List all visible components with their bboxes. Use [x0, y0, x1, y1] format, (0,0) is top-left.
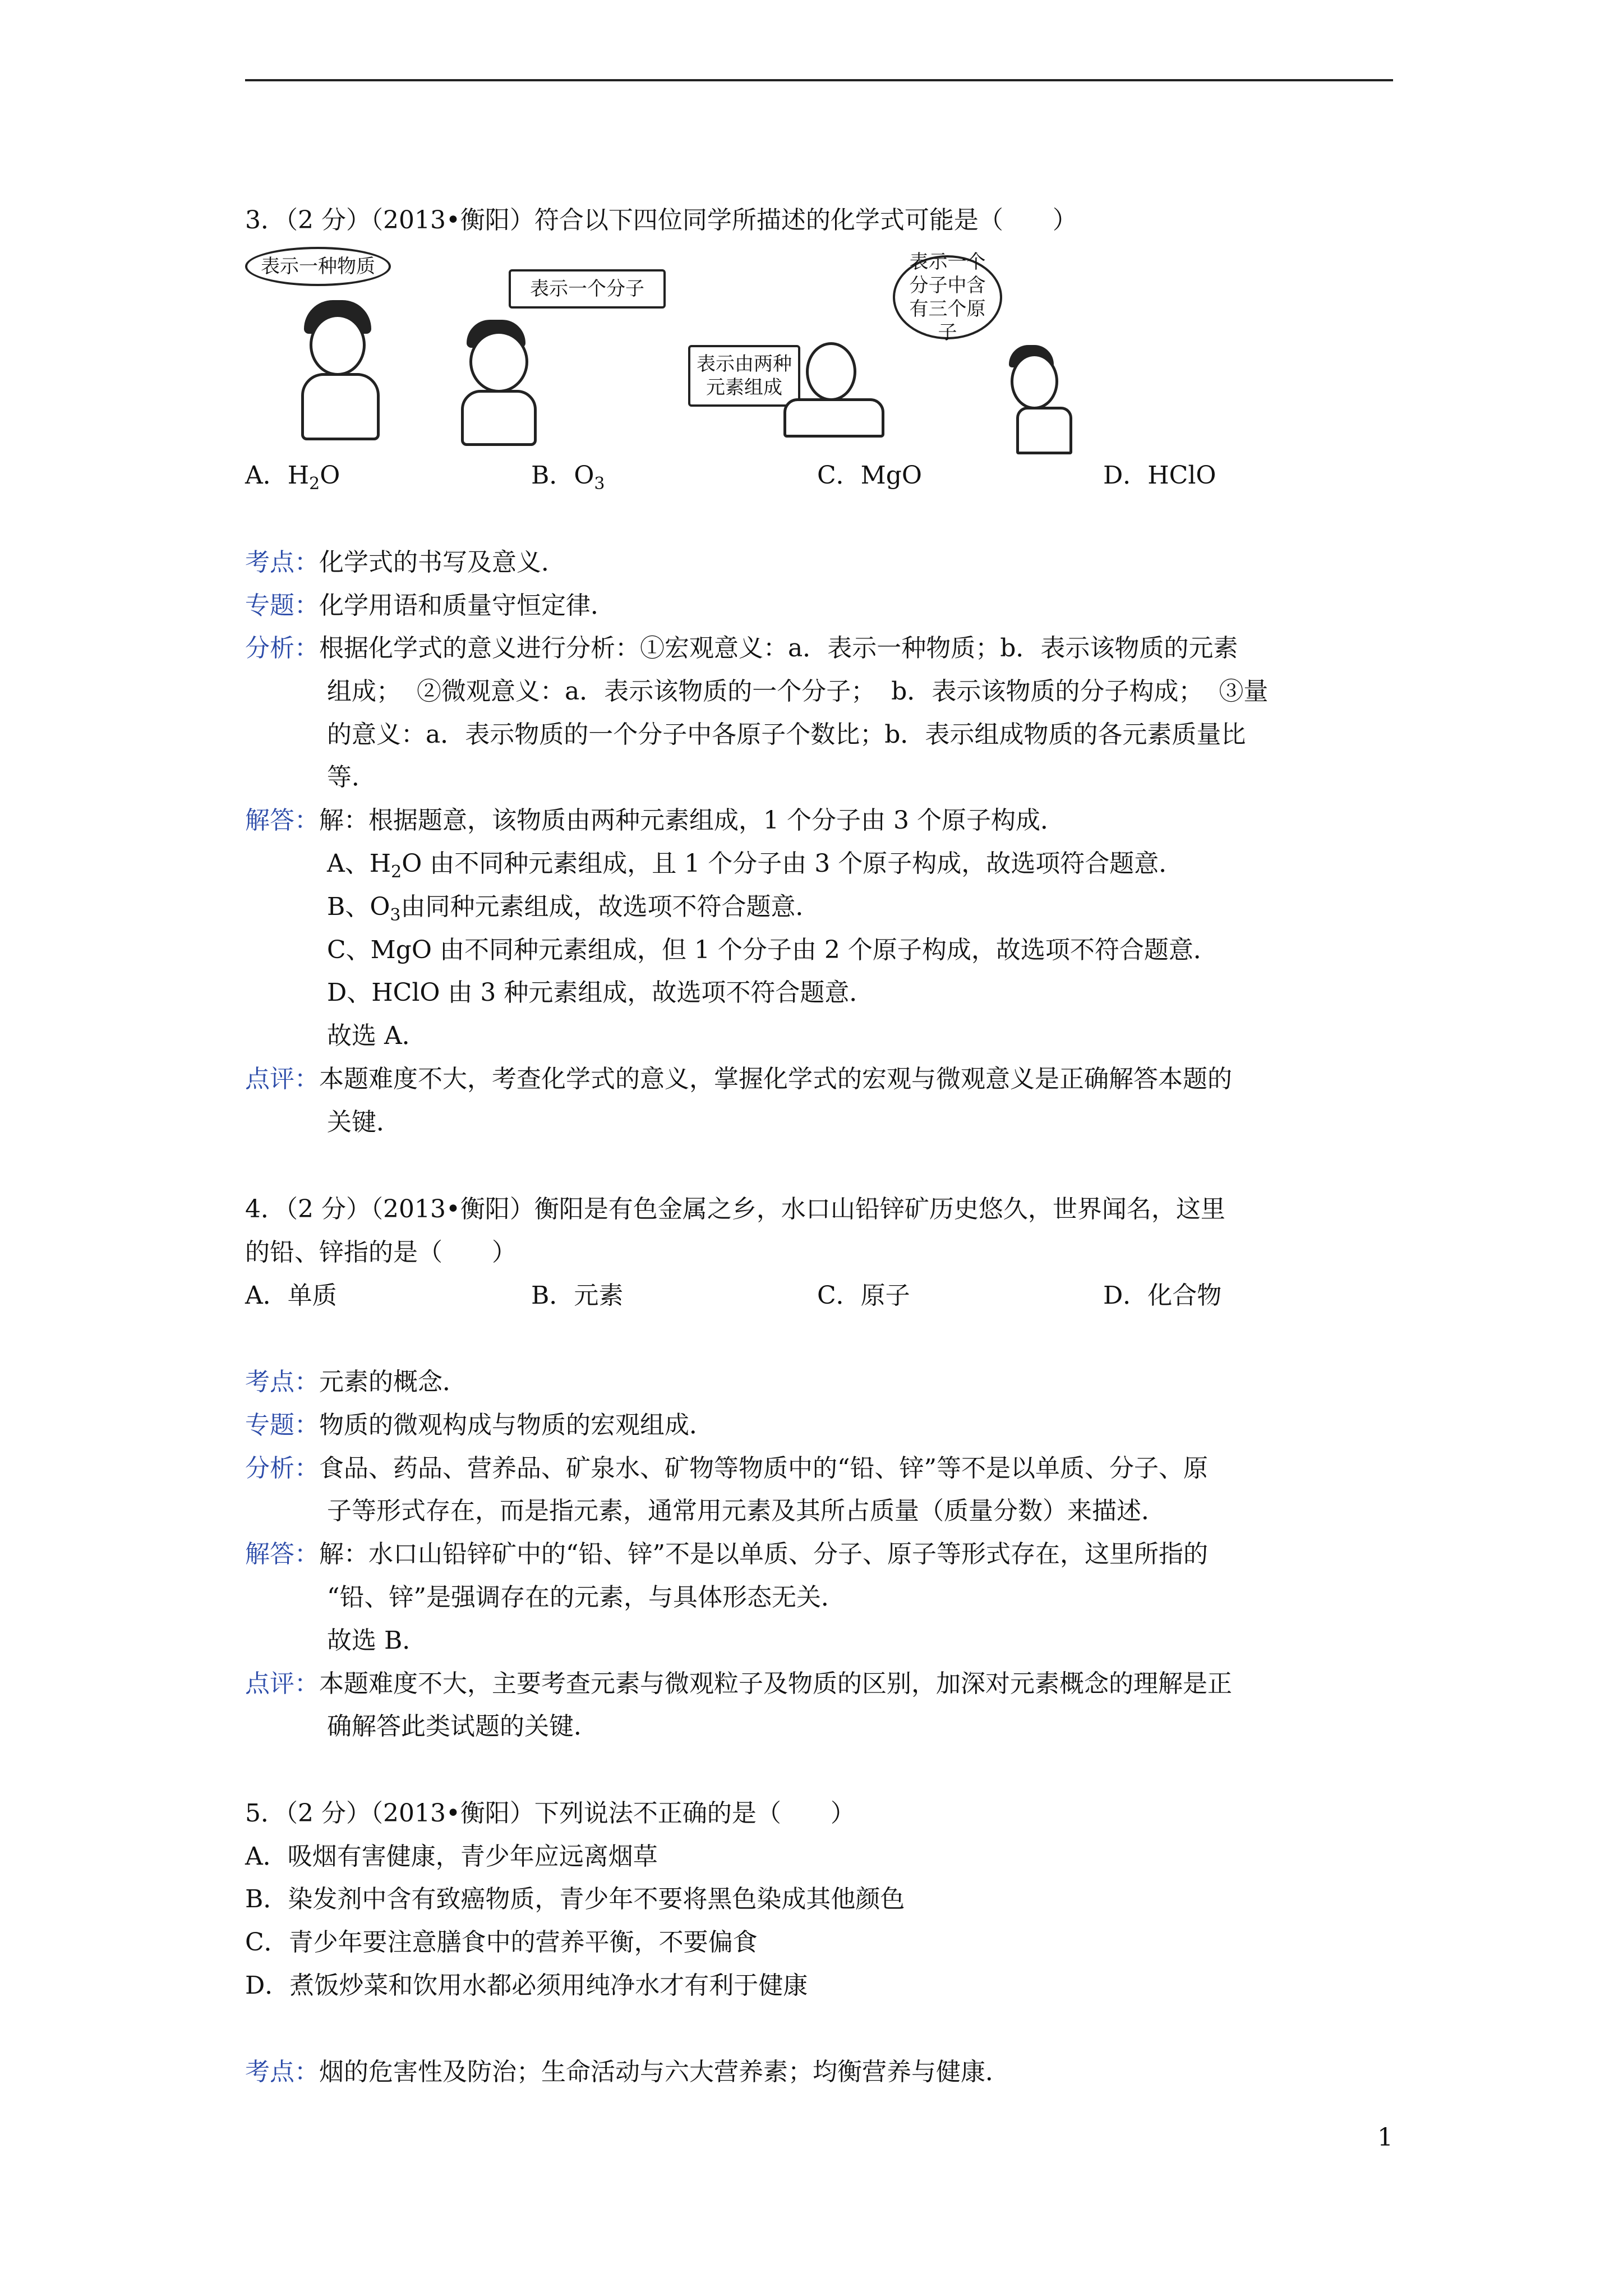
q3-fenxi: 分析：根据化学式的意义进行分析：①宏观意义：a．表示一种物质；b．表示该物质的元素 [245, 634, 1238, 662]
q4-title-line2: 的铅、锌指的是（ ） [245, 1238, 517, 1267]
q5-option-b: B．染发剂中含有致癌物质，青少年不要将黑色染成其他颜色 [245, 1885, 905, 1913]
q4-zhuanti: 专题：物质的微观构成与物质的宏观组成． [245, 1411, 714, 1439]
q4-fenxi: 分析：食品、药品、营养品、矿泉水、矿物等物质中的“铅、锌”等不是以单质、分子、原 [245, 1454, 1208, 1483]
bubble-3: 表示由两种元素组成 [688, 345, 800, 407]
q4-option-b: B．元素 [531, 1281, 624, 1310]
q4-dianping: 点评：本题难度不大，主要考查元素与微观粒子及物质的区别，加深对元素概念的理解是正 [245, 1669, 1232, 1698]
q5-title: 5．（2 分）（2013•衡阳）下列说法不正确的是（ ） [245, 1799, 855, 1828]
q3-jieda: 解答：解：根据题意，该物质由两种元素组成，1 个分子由 3 个原子构成． [245, 806, 1065, 835]
q5-option-c: C．青少年要注意膳食中的营养平衡，不要偏食 [245, 1928, 758, 1957]
bubble-1: 表示一种物质 [245, 247, 391, 286]
bubble-4: 表示一个分子中含有三个原子 [893, 255, 1002, 339]
q3-option-c: C．MgO [817, 461, 922, 490]
q3-kaodian: 考点：化学式的书写及意义． [245, 548, 566, 577]
q4-kaodian: 考点：元素的概念． [245, 1368, 467, 1396]
page-number: 1 [1377, 2123, 1393, 2152]
header-rule [245, 79, 1393, 81]
q5-option-d: D．煮饭炒菜和饮用水都必须用纯净水才有利于健康 [245, 1971, 808, 2000]
q3-illustration [245, 247, 1198, 454]
q3-jieda-c: C、MgO 由不同种元素组成，但 1 个分子由 2 个原子构成，故选项不符合题意． [327, 936, 1218, 964]
q4-title: 4．（2 分）（2013•衡阳）衡阳是有色金属之乡，水口山铅锌矿历史悠久，世界闻名，这里 [245, 1195, 1225, 1223]
q5-option-a: A．吸烟有害健康，青少年应远离烟草 [245, 1842, 658, 1871]
q3-jieda-d: D、HClO 由 3 种元素组成，故选项不符合题意． [327, 978, 874, 1007]
q4-option-a: A．单质 [245, 1281, 337, 1310]
q5-kaodian: 考点：烟的危害性及防治；生命活动与六大营养素；均衡营养与健康． [245, 2058, 1010, 2086]
q3-dianping-line2: 关键． [327, 1108, 401, 1137]
q3-fenxi-line2: 组成； ②微观意义：a．表示该物质的一个分子； b．表示该物质的分子构成； ③量 [327, 677, 1269, 706]
q3-dianping: 点评：本题难度不大，考查化学式的意义，掌握化学式的宏观与微观意义是正确解答本题的 [245, 1065, 1232, 1093]
q3-zhuanti: 专题：化学用语和质量守恒定律． [245, 591, 615, 620]
q4-jieda-line3: 故选 B． [327, 1626, 427, 1655]
q4-fenxi-line2: 子等形式存在，而是指元素，通常用元素及其所占质量（质量分数）来描述． [327, 1497, 1166, 1525]
q4-option-c: C．原子 [817, 1281, 910, 1310]
q4-jieda-line2: “铅、锌”是强调存在的元素，与具体形态无关． [327, 1583, 846, 1612]
q3-option-a: A．$H_2O$ [245, 461, 340, 494]
q4-jieda: 解答：解：水口山铅锌矿中的“铅、锌”不是以单质、分子、原子等形式存在，这里所指的 [245, 1540, 1208, 1568]
q3-fenxi-line3: 的意义：a．表示物质的一个分子中各原子个数比；b．表示组成物质的各元素质量比 [327, 720, 1246, 749]
q3-jieda-b: B、$O_3$由同种元素组成，故选项不符合题意． [327, 892, 820, 925]
q4-option-d: D．化合物 [1103, 1281, 1222, 1310]
q3-fenxi-line4: 等． [327, 763, 376, 792]
q3-title: 3．（2 分）（2013•衡阳）符合以下四位同学所描述的化学式可能是（ ） [245, 206, 1077, 234]
bubble-2: 表示一个分子 [509, 269, 666, 309]
q3-jieda-a: A、$H_2O$ 由不同种元素组成，且 1 个分子由 3 个原子构成，故选项符合题意． [327, 849, 1184, 882]
q3-option-b: B．$O_3$ [531, 461, 605, 494]
q3-jieda-end: 故选 A． [327, 1022, 427, 1050]
q3-option-d: D．HClO [1103, 461, 1216, 490]
q4-dianping-line2: 确解答此类试题的关键． [327, 1712, 598, 1741]
